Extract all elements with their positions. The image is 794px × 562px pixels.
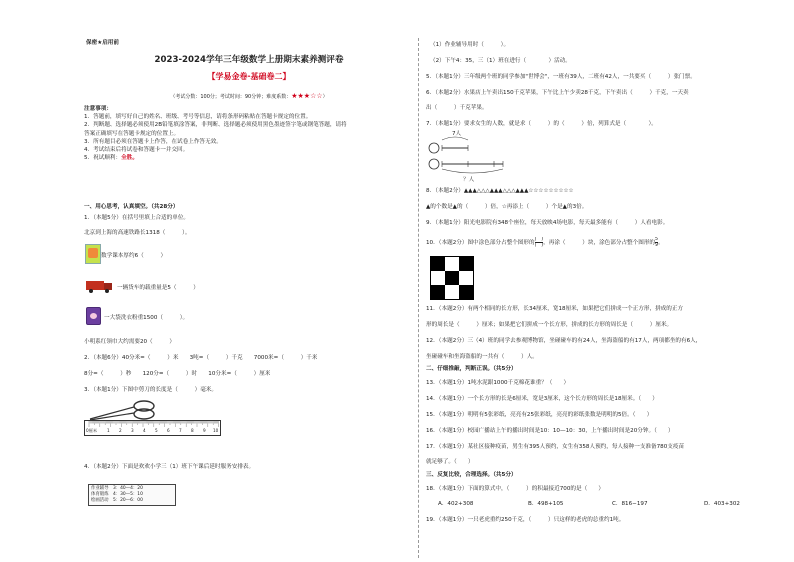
note-5: [84, 154, 414, 162]
r1: （1）作业辅导用时（ ）。: [430, 42, 510, 48]
ruler-label-9: 9: [203, 428, 206, 433]
q13: 13．（本题1分）1吨水泥跟1000千克棉花谁重？（ ）: [426, 380, 570, 386]
q11b: 形的周长是（ ）厘米；如果把它们拼成一个长方形，拼成的长方形的周长是（ ）厘米。: [426, 322, 673, 328]
q14: 14．（本题1分）一个长方形的长是6厘米，宽是3厘米，这个长方形的周长是18厘米。（ ）: [426, 396, 658, 402]
q1b: 数学课本厚约6（ ）: [101, 253, 167, 259]
q12b: 坐碰碰车和坐海盗船的一共有（ ）人。: [426, 354, 538, 360]
q5: 5．（本题1分）三年级两个班的同学参加"世博会"，一班有39人，二班有42人，一共要买（ ）张门票。: [426, 74, 696, 80]
q6: 6．（本题2分）水果店上午卖出150千克苹果，下午比上午少卖28千克，下午卖出（ ）千克，一天卖: [426, 90, 689, 96]
note-2: 2．判断题、选择题必须使用2B铅笔填涂答案，非判断、选择题必须使用黑色墨迹签字笔或钢笔答题，请将: [84, 122, 347, 129]
schedule-table: [88, 484, 176, 506]
q1d: 一大袋洗衣粉重1500（ ）。: [104, 315, 189, 321]
left-column: [84, 105, 414, 162]
section3-heading: 三、反复比较，合理选择。（共5分）: [426, 472, 517, 478]
q8b: ▲的个数是▲的（ ）倍，☆再添上（ ）个是▲的3倍。: [426, 204, 588, 210]
grid-cell: [431, 271, 445, 285]
ruler-label-4: 4: [143, 428, 146, 433]
q8: 8．（本题2分）▲▲▲△△△▲▲▲△△△▲▲▲☆☆☆☆☆☆☆☆☆: [426, 188, 574, 194]
q17: 17．（本题1分）某社区接种疫苗，男生有395人预约，女生有358人预约，每人接种一支准备780支疫苗: [426, 444, 685, 450]
ruler-label-8: 8: [191, 428, 194, 433]
wish-word: 全胜。: [121, 155, 138, 162]
ruler-label-1: 1: [107, 428, 110, 433]
grid-cell: [445, 285, 459, 299]
r2: （2）下午4：35，三（1）班在进行（ ）活动。: [430, 58, 571, 64]
note-4: 4．考试结束后将试卷和答题卡一并交回。: [84, 147, 189, 154]
note-2b: 答案正确填写在答题卡规定的位置上。: [84, 130, 180, 137]
q18-option-d: D．403+302: [704, 501, 740, 507]
q10-fraction-blank: [535, 237, 544, 248]
section2-heading: 二、仔细推敲，判断正误。（共5分）: [426, 366, 517, 372]
exam-subtitle: 【学易金卷·基础卷二】: [207, 72, 291, 81]
scissors-icon: [86, 399, 158, 421]
ruler-label-5: 5: [155, 428, 158, 433]
math-book-icon: [85, 244, 101, 264]
q7: 7．（本题1分）要求女生的人数，就是求（ ）的（ ）倍，列算式是（ ）。: [426, 121, 657, 127]
q10-den: ( ): [534, 243, 544, 248]
diagram-top-label: 7人: [452, 131, 462, 137]
exam-meta: [84, 92, 414, 100]
q1e: 小明系红领巾大约需要20（ ）: [84, 339, 176, 345]
schedule-row: 体育锻炼 4：30—5：10: [91, 492, 143, 497]
q2b: 8分=（ ）秒 120分=（ ）时 10分米=（ ）厘米: [84, 371, 271, 377]
q1a: 北京到上海的高速铁路长1318（ ）。: [84, 230, 191, 236]
secret-label: 保密★启用前: [86, 40, 119, 46]
meta-end: ）: [322, 94, 328, 100]
grid-cell: [431, 285, 445, 299]
grid-cell: [445, 257, 459, 271]
diagram-bottom-label: ？人: [463, 177, 475, 183]
ruler-label-7: 7: [179, 428, 182, 433]
q10-text-b: ，再涂（ ）块，涂色部分占整个图形的: [543, 240, 656, 246]
q18-option-a: A．402+308: [438, 501, 474, 507]
q18: 18．（本题1分）下面的算式中，（ ）的积最接近700的是（ ）: [426, 486, 604, 492]
q10-text: 10．（本题2分）图中涂色部分占整个图形的: [426, 240, 535, 246]
checker-grid: [430, 256, 474, 300]
grid-cell: [431, 257, 445, 271]
grid-cell: [445, 271, 459, 285]
column-divider: [418, 38, 419, 558]
ruler-label-10: 10: [213, 428, 219, 433]
wish-prefix: 5．祝试顺利：: [84, 155, 122, 162]
q2: 2．（本题6分）40分米=（ ）米 3吨=（ ）千克 7000米=（ ）千米: [84, 355, 318, 361]
q9: 9．（本题1分）阳光电影院有348个座位，每天放映4场电影，每天最多能有（ ）人看电影。: [426, 220, 669, 226]
exam-title: 2023-2024学年三年级数学上册期末素养测评卷: [154, 55, 344, 65]
ruler-label-2: 2: [119, 428, 122, 433]
ruler-ticks: [85, 421, 220, 427]
grid-cell: [459, 271, 473, 285]
ruler: [84, 420, 221, 436]
q18-option-c: C．816−197: [612, 501, 648, 507]
ruler-label-3: 3: [131, 428, 134, 433]
q1: 1．（本题5分）在括号里填上合适的单位。: [84, 215, 190, 221]
difficulty-stars-empty: ☆☆: [310, 92, 323, 100]
q12: 12．（本题2分）三（4）班的同学去参观博物馆，坐碰碰车的有24人，坐海盗船的有17人，两项都坐的有6人，: [426, 338, 702, 344]
grid-cell: [459, 285, 473, 299]
difficulty-stars-filled: ★★★: [291, 92, 311, 100]
q3: 3．（本题1分）下图中剪刀的长度是（ ）毫米。: [84, 387, 217, 393]
note-3: 3．所有题目必须在答题卡上作答，在试卷上作答无效。: [84, 138, 222, 145]
schedule-row: 绘画活动 5：20—6：00: [91, 498, 143, 503]
ruler-start-label: 0厘米: [86, 428, 98, 433]
detergent-bag-icon: [86, 307, 101, 325]
q15: 15．（本题1分）明明有5张彩纸，亮亮有25张彩纸，亮亮的彩纸张数是明明的5倍。（ ）: [426, 412, 653, 418]
q19: 19．（本题1分）一只老虎重约250千克，（ ）只这样的老虎的总重约1吨。: [426, 517, 625, 523]
q11: 11．（本题2分）有两个相同的长方形，长34厘米，宽18厘米，如果把它们拼成一个正方形，拼成的正方: [426, 306, 684, 312]
truck-icon: [86, 280, 112, 293]
ruler-label-6: 6: [167, 428, 170, 433]
q4: 4．（本题2分）下面是欢欢小学三（1）班下午课后延时服务安排表。: [84, 464, 255, 470]
q10-fraction: [655, 237, 658, 248]
grid-cell: [459, 257, 473, 271]
q17b: 就足够了。（ ）: [426, 459, 474, 465]
q16: 16．（本题1分）校园广播站上午的播出时间是10：10—10：30，上午播出时间是20分钟。（ ）: [426, 428, 674, 434]
meta-text: （考试分数：100分；考试时间：90分钟；难度系数：: [170, 94, 292, 100]
q10: 10．（本题2分）图中涂色部分占整个图形的 $\frac{( )}{( )}$ ，再涂（ ）块，涂色部分占整个图形的 $\frac{5}{9}$ 。: [426, 237, 664, 248]
q10-num2: 5: [655, 237, 659, 242]
notes-heading: 注意事项：: [84, 106, 112, 112]
q6b: 出（ ）千克苹果。: [426, 105, 488, 111]
q10-den2: 9: [655, 243, 659, 248]
schedule-row: 作业辅导 3：40—4：20: [91, 486, 143, 491]
q1c: 一辆货车的载重量是5（ ）: [117, 285, 199, 291]
q10-num: ( ): [534, 237, 544, 242]
q18-option-b: B．498+105: [528, 501, 564, 507]
note-1: 1．答题前，填写好自己的姓名、班级、考号等信息，请将条形码粘贴在答题卡规定的位置。: [84, 114, 312, 121]
section1-heading: 一、用心思考，认真填空。（共28分）: [84, 204, 179, 210]
